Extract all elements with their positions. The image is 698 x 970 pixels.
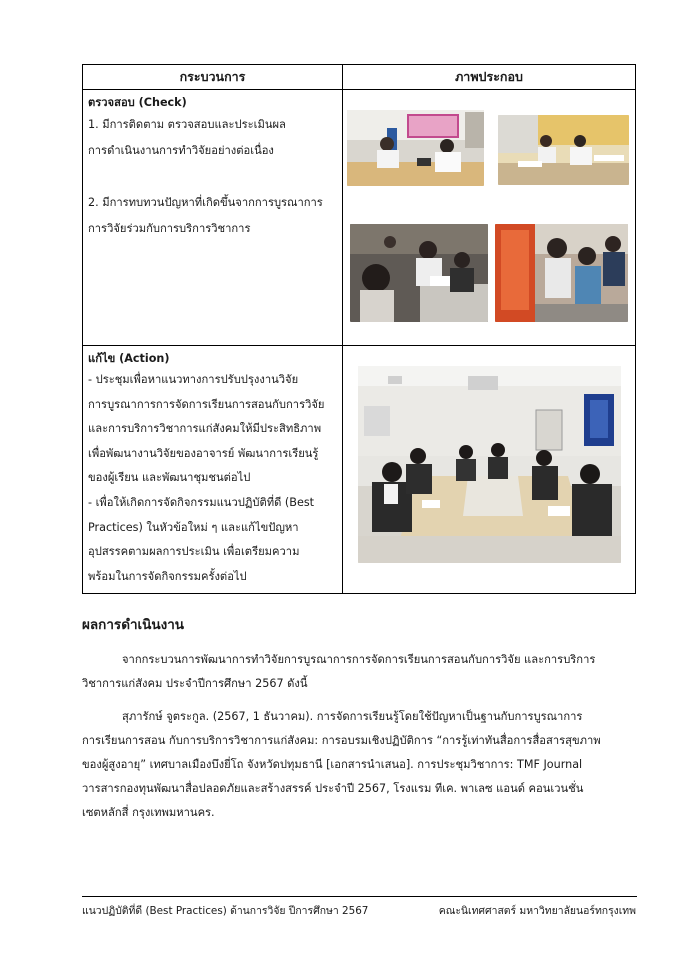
header-process: กระบวนการ: [83, 65, 343, 90]
table-header-row: [83, 65, 636, 90]
action-line-6: - เพื่อให้เกิดการจัดกิจกรรมแนวปฏิบัติที่ดี (Best: [88, 495, 315, 509]
photo-action-meeting: [358, 366, 621, 563]
action-line-1: - ประชุมเพื่อหาแนวทางการปรับปรุงงานวิจัย: [88, 373, 299, 386]
reference-l1-text: สุภารักษ์ จูตระกูล. (2567, 1 ธันวาคม). การจัดการเรียนรู้โดยใช้ปัญหาเป็นฐานกับการบูรณาการ: [122, 710, 583, 723]
footer-left-text: แนวปฏิบัติที่ดี (Best Practices) ด้านการวิจัย ปีการศึกษา 2567: [82, 905, 369, 917]
check-row: [83, 90, 636, 346]
results-title: ผลการดำเนินงาน: [82, 617, 185, 633]
reference-line3: ของผู้สูงอายุ” เทศบาลเมืองบึงยี่โถ จังหวัดปทุมธานี [เอกสารนำเสนอ]. การประชุมวิชาการ: TMF Journal: [82, 758, 583, 771]
action-photo-cell: [343, 346, 636, 594]
action-line-3: และการบริการวิชาการแก่สังคมให้มีประสิทธิภาพ: [88, 422, 322, 436]
results-p1-l1-text: จากกระบวนการพัฒนาการทำวิจัยการบูรณาการการจัดการเรียนการสอนกับการวิจัย และการบริการ: [122, 653, 596, 666]
check-item1-line1: 1. มีการติดตาม ตรวจสอบและประเมินผล: [88, 118, 286, 131]
photo-check-1: [347, 110, 484, 186]
check-item2-line2: การวิจัยร่วมกับการบริการวิชาการ: [88, 222, 251, 235]
action-row: [83, 346, 636, 594]
action-line-7: Practices) ในหัวข้อใหม่ ๆ และแก้ไขปัญหา: [88, 520, 299, 534]
footer-right-text: คณะนิเทศศาสตร์ มหาวิทยาลัยนอร์ทกรุงเทพ: [438, 905, 636, 917]
action-line-5: ของผู้เรียน และพัฒนาชุมชนต่อไป: [88, 471, 251, 485]
photo-check-3: [350, 224, 488, 322]
reference-line4: วารสารกองทุนพัฒนาสื่อปลอดภัยและสร้างสรรค์ ประจำปี 2567, โรงแรม ทีเค. พาเลซ แอนด์ คอนเวนชั่น: [82, 782, 584, 795]
reference-line2: การเรียนการสอน กับการบริการวิชาการแก่สังคม: การอบรมเชิงปฏิบัติการ “การรู้เท่าทันสื่อการสื่อสารสุขภาพ: [82, 734, 601, 747]
photo-check-4: [495, 224, 628, 322]
check-photos-cell: [343, 90, 636, 346]
reference-line5: เซตหลักสี่ กรุงเทพมหานคร.: [82, 806, 215, 819]
reference-line1: [82, 705, 637, 729]
check-heading: ตรวจสอบ (Check): [88, 96, 187, 109]
results-paragraph-line1: [82, 648, 637, 672]
action-line-2: การบูรณาการการจัดการเรียนการสอนกับการวิจัย: [88, 397, 325, 411]
check-item1-line2: การดำเนินงานการทำวิจัยอย่างต่อเนื่อง: [88, 144, 274, 157]
action-line-9: พร้อมในการจัดกิจกรรมครั้งต่อไป: [88, 569, 247, 583]
header-illustration: ภาพประกอบ: [343, 65, 636, 90]
check-text-cell: [83, 90, 343, 346]
check-item2-line1: 2. มีการทบทวนปัญหาที่เกิดขึ้นจากการบูรณาการ: [88, 196, 323, 209]
results-paragraph-line2: วิชาการแก่สังคม ประจำปีการศึกษา 2567 ดังนี้: [82, 677, 308, 690]
action-text-cell: [83, 346, 343, 594]
action-line-8: อุปสรรคตามผลการประเมิน เพื่อเตรียมความ: [88, 545, 300, 559]
photo-check-2: [498, 115, 629, 185]
footer-divider: [82, 896, 637, 897]
action-heading: แก้ไข (Action): [88, 352, 170, 365]
process-table: [82, 64, 636, 594]
action-line-4: เพื่อพัฒนางานวิจัยของอาจารย์ พัฒนาการเรียนรู้: [88, 446, 319, 460]
